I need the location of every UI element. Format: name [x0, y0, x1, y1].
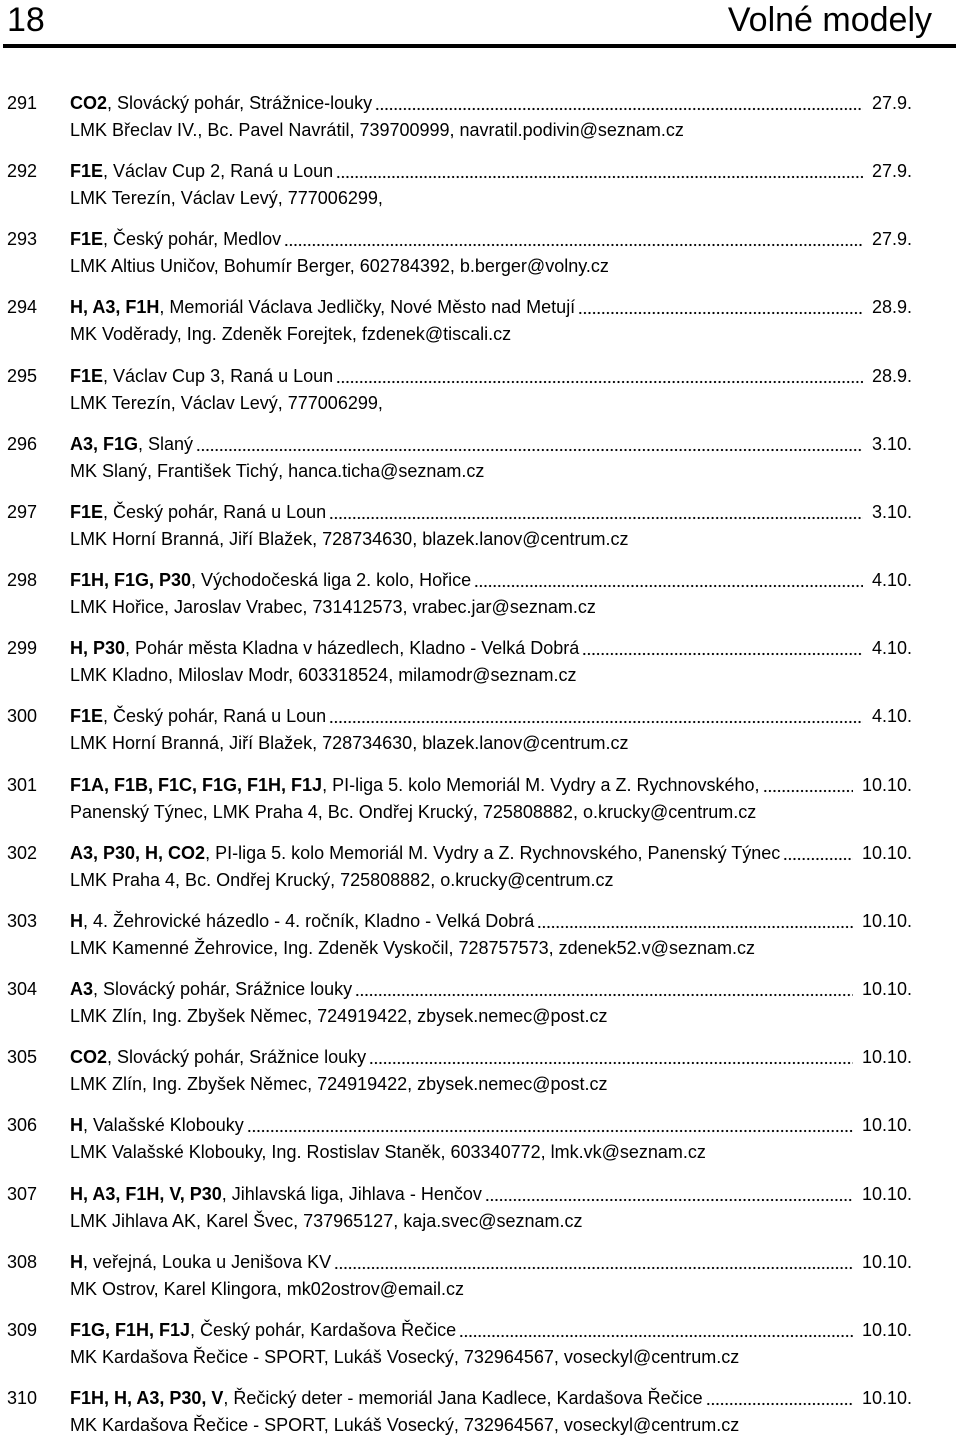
- entry-number: 294: [7, 297, 38, 318]
- entry-event: , Východočeská liga 2. kolo, Hořice: [191, 570, 472, 591]
- entry-event: , Jihlavská liga, Jihlava - Henčov: [221, 1183, 482, 1204]
- event-entry: [0, 567, 960, 635]
- entry-title-line: [70, 1249, 912, 1276]
- entry-organizer: LMK Zlín, Ing. Zbyšek Němec, 724919422, zbysek.nemec@post.cz: [70, 1006, 608, 1027]
- entry-number: 306: [7, 1115, 38, 1136]
- entry-classes: A3, P30, H, CO2: [70, 842, 206, 863]
- page-header: [0, 0, 960, 50]
- entry-title-line: [70, 158, 912, 185]
- dot-leader: [763, 772, 853, 799]
- dot-leader: [537, 908, 853, 935]
- entry-date: 10.10.: [861, 1387, 912, 1408]
- entry-classes: A3, F1G: [70, 433, 139, 454]
- entry-date: 10.10.: [861, 774, 912, 795]
- entry-number: 291: [7, 93, 38, 113]
- entry-title: [70, 90, 372, 117]
- entry-organizer: LMK Altius Uničov, Bohumír Berger, 602784392, b.berger@volny.cz: [70, 256, 609, 277]
- entry-classes: H, A3, F1H: [70, 297, 160, 318]
- entry-date: 3.10.: [871, 433, 912, 454]
- event-entry: [0, 1249, 960, 1317]
- entry-classes: F1E: [70, 161, 104, 182]
- entry-organizer: MK Voděrady, Ing. Zdeněk Forejtek, fzdenek@tiscali.cz: [70, 324, 512, 345]
- dot-leader: [329, 703, 863, 730]
- dot-leader: [485, 1181, 853, 1208]
- entry-title: [70, 363, 333, 390]
- entry-organizer: LMK Zlín, Ing. Zbyšek Němec, 724919422, zbysek.nemec@post.cz: [70, 1074, 608, 1095]
- entry-number: 298: [7, 570, 38, 591]
- entry-date: 4.10.: [871, 638, 912, 659]
- entry-number: 308: [7, 1251, 38, 1272]
- entry-number: 302: [7, 842, 38, 863]
- header-rule: [3, 44, 956, 48]
- entry-title-line: [70, 294, 912, 321]
- entry-classes: CO2: [70, 1047, 108, 1068]
- entry-title: [70, 840, 780, 867]
- entry-event: , Slovácký pohár, Srážnice louky: [107, 1047, 367, 1068]
- entry-event: , Václav Cup 3, Raná u Loun: [103, 365, 334, 386]
- dot-leader: [706, 1385, 853, 1412]
- entry-organizer: LMK Valašské Klobouky, Ing. Rostislav Staněk, 603340772, lmk.vk@seznam.cz: [70, 1142, 706, 1163]
- event-entry: [0, 976, 960, 1044]
- entry-date: 10.10.: [861, 842, 912, 863]
- entry-date: 10.10.: [861, 1251, 912, 1272]
- event-entry: [0, 294, 960, 362]
- entry-number: 310: [7, 1387, 38, 1408]
- entry-date: 4.10.: [871, 570, 912, 591]
- entry-title: [70, 431, 193, 458]
- entry-organizer: LMK Jihlava AK, Karel Švec, 737965127, kaja.svec@seznam.cz: [70, 1210, 583, 1231]
- entry-number: 304: [7, 979, 38, 1000]
- entry-date: 10.10.: [861, 1115, 912, 1136]
- event-entry: [0, 1044, 960, 1112]
- dot-leader: [329, 499, 863, 526]
- dot-leader: [355, 976, 853, 1003]
- entry-event: , PI-liga 5. kolo Memoriál M. Vydry a Z. Rychnovského,: [322, 774, 760, 795]
- entry-organizer: LMK Terezín, Václav Levý, 777006299,: [70, 188, 383, 209]
- entry-title-line: [70, 1317, 912, 1344]
- entry-event: , Český pohár, Medlov: [103, 229, 282, 250]
- entry-organizer: LMK Kamenné Žehrovice, Ing. Zdeněk Vyskočil, 728757573, zdenek52.v@seznam.cz: [70, 937, 755, 958]
- entry-event: , veřejná, Louka u Jenišova KV: [83, 1251, 332, 1272]
- entry-title: [70, 976, 352, 1003]
- entry-organizer: Panenský Týnec, LMK Praha 4, Bc. Ondřej Krucký, 725808882, o.krucky@centrum.cz: [70, 801, 757, 822]
- entry-classes: F1E: [70, 229, 104, 250]
- entry-number: 296: [7, 433, 38, 454]
- entry-title: [70, 772, 760, 799]
- entry-title-line: [70, 226, 912, 253]
- entry-title-line: [70, 840, 912, 867]
- entry-classes: F1E: [70, 501, 104, 522]
- entry-number: 309: [7, 1319, 38, 1340]
- event-entry: [0, 1112, 960, 1180]
- entry-classes: H, P30: [70, 638, 126, 659]
- entry-event: , Slovácký pohár, Srážnice louky: [93, 979, 353, 1000]
- event-entry: [0, 703, 960, 771]
- entry-title-line: [70, 772, 912, 799]
- dot-leader: [578, 294, 863, 321]
- entry-title-line: [70, 908, 912, 935]
- entry-title: [70, 294, 575, 321]
- entry-date: 10.10.: [861, 1047, 912, 1068]
- entry-classes: H: [70, 1115, 83, 1136]
- entry-title: [70, 703, 326, 730]
- entry-number: 307: [7, 1183, 38, 1204]
- entry-title: [70, 567, 471, 594]
- entry-number: 292: [7, 161, 38, 182]
- entry-title: [70, 1112, 244, 1139]
- entry-organizer: LMK Břeclav IV., Bc. Pavel Navrátil, 739700999, navratil.podivin@seznam.cz: [70, 120, 684, 140]
- entry-number: 295: [7, 365, 38, 386]
- entry-event: , Řečický deter - memoriál Jana Kadlece, Kardašova Řečice: [223, 1387, 703, 1408]
- entry-classes: H: [70, 1251, 83, 1272]
- entry-event: , Slaný: [138, 433, 194, 454]
- entry-organizer: MK Kardašova Řečice - SPORT, Lukáš Vosecký, 732964567, voseckyl@centrum.cz: [70, 1346, 740, 1367]
- entry-classes: F1E: [70, 706, 104, 727]
- entry-title: [70, 1181, 482, 1208]
- entry-date: 27.9.: [871, 229, 912, 250]
- entry-number: 293: [7, 229, 38, 250]
- entry-event: , Valašské Klobouky: [83, 1115, 244, 1136]
- entry-number: 300: [7, 706, 38, 727]
- entry-title-line: [70, 703, 912, 730]
- entry-title: [70, 908, 534, 935]
- entry-organizer: LMK Hořice, Jaroslav Vrabec, 731412573, vrabec.jar@seznam.cz: [70, 597, 596, 618]
- entry-title: [70, 499, 326, 526]
- entry-title-line: [70, 90, 912, 117]
- event-list: [0, 90, 960, 1453]
- dot-leader: [375, 90, 863, 117]
- entry-event: , Slovácký pohár, Strážnice-louky: [107, 93, 373, 113]
- event-entry: [0, 908, 960, 976]
- entry-title-line: [70, 431, 912, 458]
- entry-title: [70, 158, 333, 185]
- entry-classes: F1G, F1H, F1J: [70, 1319, 191, 1340]
- entry-organizer: MK Ostrov, Karel Klingora, mk02ostrov@email.cz: [70, 1278, 465, 1299]
- entry-organizer: LMK Horní Branná, Jiří Blažek, 728734630, blazek.lanov@centrum.cz: [70, 528, 629, 549]
- event-entry: [0, 499, 960, 567]
- entry-title: [70, 1317, 456, 1344]
- entry-date: 27.9.: [871, 93, 912, 113]
- dot-leader: [196, 431, 863, 458]
- entry-date: 3.10.: [871, 501, 912, 522]
- entry-event: , Václav Cup 2, Raná u Loun: [103, 161, 334, 182]
- entry-number: 297: [7, 501, 38, 522]
- event-entry: [0, 635, 960, 703]
- entry-classes: H: [70, 910, 83, 931]
- entry-organizer: LMK Praha 4, Bc. Ondřej Krucký, 725808882, o.krucky@centrum.cz: [70, 869, 614, 890]
- dot-leader: [474, 567, 863, 594]
- event-entry: [0, 1317, 960, 1385]
- event-entry: [0, 90, 960, 158]
- entry-title-line: [70, 499, 912, 526]
- page-number: 18: [7, 1, 45, 39]
- entry-title-line: [70, 1112, 912, 1139]
- entry-date: 10.10.: [861, 979, 912, 1000]
- dot-leader: [247, 1112, 853, 1139]
- entry-date: 10.10.: [861, 1319, 912, 1340]
- entry-title-line: [70, 1044, 912, 1071]
- entry-classes: CO2: [70, 93, 108, 113]
- event-entry: [0, 1385, 960, 1453]
- dot-leader: [369, 1044, 853, 1071]
- entry-date: 27.9.: [871, 161, 912, 182]
- entry-title-line: [70, 567, 912, 594]
- dot-leader: [334, 1249, 853, 1276]
- event-entry: [0, 840, 960, 908]
- entry-organizer: LMK Horní Branná, Jiří Blažek, 728734630, blazek.lanov@centrum.cz: [70, 733, 629, 754]
- event-entry: [0, 431, 960, 499]
- entry-event: , Český pohár, Raná u Loun: [103, 501, 327, 522]
- entry-classes: F1E: [70, 365, 104, 386]
- entry-title-line: [70, 976, 912, 1003]
- entry-event: , Český pohár, Raná u Loun: [103, 706, 327, 727]
- entry-number: 303: [7, 910, 38, 931]
- entry-classes: F1A, F1B, F1C, F1G, F1H, F1J: [70, 774, 323, 795]
- event-entry: [0, 158, 960, 226]
- dot-leader: [582, 635, 863, 662]
- entry-title: [70, 1044, 366, 1071]
- entry-title-line: [70, 635, 912, 662]
- entry-date: 28.9.: [871, 365, 912, 386]
- entry-classes: F1H, H, A3, P30, V: [70, 1387, 224, 1408]
- event-entry: [0, 226, 960, 294]
- entry-date: 10.10.: [861, 1183, 912, 1204]
- entry-date: 10.10.: [861, 910, 912, 931]
- entry-title: [70, 635, 579, 662]
- dot-leader: [783, 840, 853, 867]
- entry-title: [70, 226, 281, 253]
- entry-title: [70, 1249, 331, 1276]
- entry-organizer: LMK Terezín, Václav Levý, 777006299,: [70, 392, 383, 413]
- entry-organizer: MK Slaný, František Tichý, hanca.ticha@seznam.cz: [70, 460, 485, 481]
- entry-event: , 4. Žehrovické házedlo - 4. ročník, Kladno - Velká Dobrá: [83, 910, 535, 931]
- entry-title: [70, 1385, 703, 1412]
- dot-leader: [336, 158, 863, 185]
- dot-leader: [284, 226, 863, 253]
- entry-classes: H, A3, F1H, V, P30: [70, 1183, 222, 1204]
- entry-title-line: [70, 1181, 912, 1208]
- entry-title-line: [70, 363, 912, 390]
- entry-classes: A3: [70, 979, 94, 1000]
- event-entry: [0, 772, 960, 840]
- entry-organizer: MK Kardašova Řečice - SPORT, Lukáš Vosecký, 732964567, voseckyl@centrum.cz: [70, 1414, 740, 1435]
- entry-organizer: LMK Kladno, Miloslav Modr, 603318524, milamodr@seznam.cz: [70, 665, 577, 686]
- entry-event: , Český pohár, Kardašova Řečice: [190, 1319, 457, 1340]
- dot-leader: [336, 363, 863, 390]
- event-entry: [0, 363, 960, 431]
- entry-title-line: [70, 1385, 912, 1412]
- section-title: Volné modely: [727, 1, 932, 39]
- entry-event: , Pohár města Kladna v házedlech, Kladno - Velká Dobrá: [125, 638, 580, 659]
- entry-date: 28.9.: [871, 297, 912, 318]
- entry-date: 4.10.: [871, 706, 912, 727]
- entry-number: 305: [7, 1047, 38, 1068]
- entry-event: , Memoriál Václava Jedličky, Nové Město nad Metují: [159, 297, 576, 318]
- dot-leader: [459, 1317, 853, 1344]
- entry-number: 299: [7, 638, 38, 659]
- entry-classes: F1H, F1G, P30: [70, 570, 192, 591]
- event-entry: [0, 1181, 960, 1249]
- entry-number: 301: [7, 774, 38, 795]
- entry-event: , PI-liga 5. kolo Memoriál M. Vydry a Z. Rychnovského, Panenský Týnec: [205, 842, 781, 863]
